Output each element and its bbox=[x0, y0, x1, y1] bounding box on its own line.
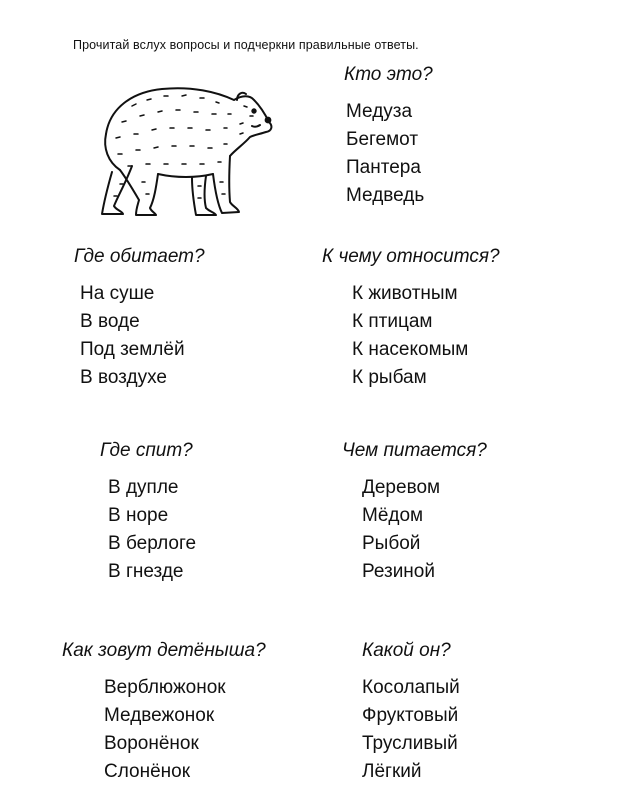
option-baby-3[interactable]: Воронёнок bbox=[104, 733, 199, 754]
option-sleep-1[interactable]: В дупле bbox=[108, 477, 179, 498]
option-category-3[interactable]: К насекомым bbox=[352, 339, 469, 360]
options-baby bbox=[104, 674, 226, 786]
option-trait-2[interactable]: Фруктовый bbox=[362, 705, 459, 726]
option-category-4[interactable]: К рыбам bbox=[352, 367, 427, 388]
question-baby: Как зовут детёныша? bbox=[62, 640, 266, 661]
option-habitat-3[interactable]: Под землёй bbox=[80, 339, 185, 360]
options-food bbox=[362, 474, 440, 586]
option-habitat-2[interactable]: В воде bbox=[80, 311, 140, 332]
question-sleep: Где спит? bbox=[100, 440, 193, 461]
option-trait-3[interactable]: Трусливый bbox=[362, 733, 458, 754]
option-category-2[interactable]: К птицам bbox=[352, 311, 433, 332]
option-food-2[interactable]: Мёдом bbox=[362, 505, 424, 526]
options-habitat bbox=[80, 280, 185, 392]
instruction-text: Прочитай вслух вопросы и подчеркни правильные ответы. bbox=[73, 38, 419, 52]
options-trait bbox=[362, 674, 460, 786]
option-sleep-4[interactable]: В гнезде bbox=[108, 561, 184, 582]
option-food-4[interactable]: Резиной bbox=[362, 561, 435, 582]
option-sleep-2[interactable]: В норе bbox=[108, 505, 169, 526]
option-food-3[interactable]: Рыбой bbox=[362, 533, 421, 554]
question-food: Чем питается? bbox=[342, 440, 487, 461]
question-trait: Какой он? bbox=[362, 640, 451, 661]
options-sleep bbox=[108, 474, 196, 586]
question-who: Кто это? bbox=[344, 64, 433, 85]
bear-illustration-icon bbox=[92, 78, 280, 218]
option-baby-4[interactable]: Слонёнок bbox=[104, 761, 191, 782]
question-category: К чему относится? bbox=[322, 246, 500, 267]
option-baby-2[interactable]: Медвежонок bbox=[104, 705, 215, 726]
option-who-1[interactable]: Медуза bbox=[346, 101, 413, 122]
options-who bbox=[346, 98, 424, 210]
option-category-1[interactable]: К животным bbox=[352, 283, 458, 304]
option-who-4[interactable]: Медведь bbox=[346, 185, 425, 206]
option-habitat-4[interactable]: В воздухе bbox=[80, 367, 167, 388]
options-category bbox=[352, 280, 468, 392]
option-who-3[interactable]: Пантера bbox=[346, 157, 421, 178]
option-trait-1[interactable]: Косолапый bbox=[362, 677, 460, 698]
option-sleep-3[interactable]: В берлоге bbox=[108, 533, 197, 554]
option-baby-1[interactable]: Верблюжонок bbox=[104, 677, 226, 698]
option-who-2[interactable]: Бегемот bbox=[346, 129, 419, 150]
option-trait-4[interactable]: Лёгкий bbox=[362, 761, 422, 782]
question-habitat: Где обитает? bbox=[74, 246, 205, 267]
option-habitat-1[interactable]: На суше bbox=[80, 283, 155, 304]
option-food-1[interactable]: Деревом bbox=[362, 477, 441, 498]
